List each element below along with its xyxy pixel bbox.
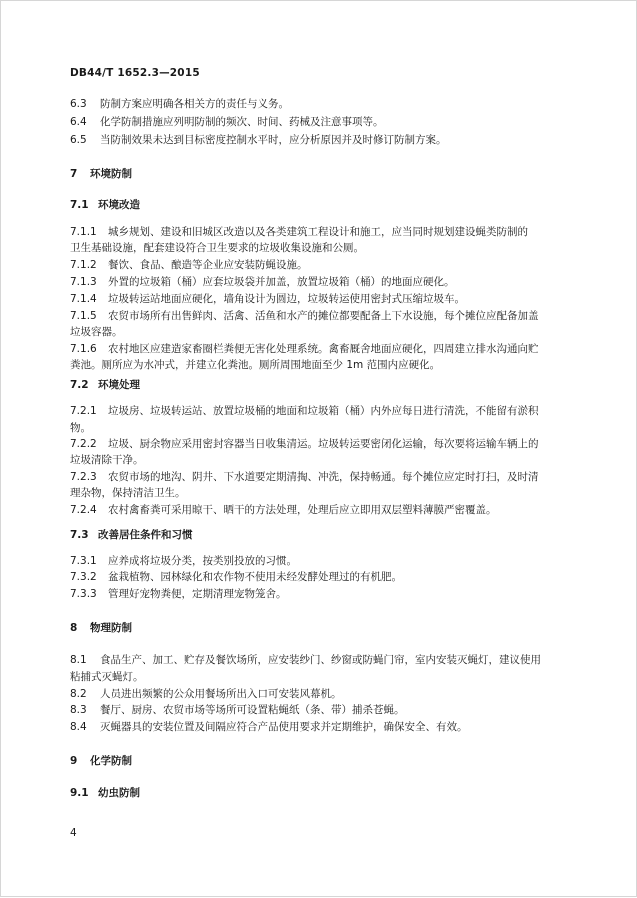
heading-7-3 — [70, 528, 193, 542]
clause-text: 卫生基础设施，配套建设符合卫生要求的垃圾收集设施和公厕。 — [70, 242, 364, 254]
clause-text: 垃圾容器。 — [70, 326, 123, 338]
clause-8-3 — [70, 703, 405, 717]
clause-text: 垃圾房、垃圾转运站、放置垃圾桶的地面和垃圾箱（桶）内外应每日进行清洗，不能留有淤积 — [108, 405, 539, 417]
clause-7-2-1 — [70, 404, 539, 418]
standard-code: DB44/T 1652.3—2015 — [70, 67, 200, 79]
clause-7-1-3 — [70, 275, 455, 289]
clause-number: 6.4 — [70, 116, 87, 128]
clause-7-1-1 — [70, 225, 528, 239]
heading-number: 7 — [70, 168, 78, 180]
clause-text: 当防制效果未达到目标密度控制水平时，应分析原因并及时修订防制方案。 — [100, 134, 447, 146]
heading-text: 环境改造 — [98, 199, 140, 211]
clause-text: 垃圾、厨余物应采用密封容器当日收集清运。垃圾转运要密闭化运输，每次要将运输车辆上的 — [108, 438, 539, 450]
heading-number: 7.1 — [70, 199, 89, 211]
heading-number: 8 — [70, 622, 78, 634]
clause-number: 6.5 — [70, 134, 87, 146]
clause-continuation — [70, 421, 91, 435]
clause-7-2-2 — [70, 437, 539, 451]
clause-text: 物。 — [70, 422, 91, 434]
clause-number: 7.3.2 — [70, 571, 97, 583]
clause-text: 粪池。厕所应为水冲式，并建立化粪池。厕所周围地面至少 1m 范围内应硬化。 — [70, 359, 441, 371]
clause-number: 7.1.6 — [70, 343, 97, 355]
clause-text: 人员进出频繁的公众用餐场所出入口可安装风幕机。 — [100, 688, 342, 700]
heading-number: 9.1 — [70, 787, 89, 799]
clause-text: 城乡规划、建设和旧城区改造以及各类建筑工程设计和施工，应当同时规划建设蝇类防制的 — [108, 226, 528, 238]
clause-continuation — [70, 670, 144, 684]
heading-7-2 — [70, 378, 140, 392]
clause-7-1-4 — [70, 292, 465, 306]
clause-number: 7.1.3 — [70, 276, 97, 288]
heading-text: 化学防制 — [90, 755, 132, 767]
clause-text: 理杂物，保持清洁卫生。 — [70, 487, 186, 499]
clause-8-4 — [70, 720, 468, 734]
clause-number: 7.3.1 — [70, 555, 97, 567]
heading-text: 环境防制 — [90, 168, 132, 180]
clause-text: 农贸市场的地沟、阴井、下水道要定期清掏、冲洗，保持畅通。每个摊位应定时打扫，及时清 — [108, 471, 539, 483]
clause-continuation — [70, 453, 144, 467]
clause-text: 化学防制措施应列明防制的频次、时间、药械及注意事项等。 — [100, 116, 384, 128]
clause-text: 外置的垃圾箱（桶）应套垃圾袋并加盖，放置垃圾箱（桶）的地面应硬化。 — [108, 276, 455, 288]
heading-text: 改善居住条件和习惯 — [98, 529, 193, 541]
clause-number: 8.3 — [70, 704, 87, 716]
document-page — [1, 1, 637, 898]
clause-continuation — [70, 358, 440, 372]
clause-continuation — [70, 486, 186, 500]
clause-8-2 — [70, 687, 342, 701]
clause-text: 防制方案应明确各相关方的责任与义务。 — [100, 98, 289, 110]
clause-7-1-2 — [70, 258, 308, 272]
heading-7 — [70, 167, 132, 181]
heading-text: 环境处理 — [98, 379, 140, 391]
clause-text: 餐饮、食品、酿造等企业应安装防蝇设施。 — [108, 259, 308, 271]
clause-6-5 — [70, 133, 447, 147]
clause-7-2-4 — [70, 503, 497, 517]
clause-number: 7.2.1 — [70, 405, 97, 417]
heading-8 — [70, 621, 132, 635]
heading-text: 幼虫防制 — [98, 787, 140, 799]
clause-text: 应养成将垃圾分类，按类别投放的习惯。 — [108, 555, 297, 567]
page-number: 4 — [70, 827, 77, 839]
heading-number: 9 — [70, 755, 78, 767]
clause-7-3-1 — [70, 554, 297, 568]
clause-number: 8.4 — [70, 721, 87, 733]
clause-text: 农村地区应建造家畜圈栏粪便无害化处理系统。禽畜厩舍地面应硬化，四周建立排水沟通向贮 — [108, 343, 539, 355]
clause-continuation — [70, 325, 123, 339]
clause-7-1-5 — [70, 309, 539, 323]
clause-8-1 — [70, 653, 541, 667]
clause-text: 食品生产、加工、贮存及餐饮场所，应安装纱门、纱窗或防蝇门帘，室内安装灭蝇灯，建议使用 — [100, 654, 541, 666]
clause-number: 7.1.5 — [70, 310, 97, 322]
clause-text: 管理好宠物粪便，定期清理宠物笼舍。 — [108, 588, 287, 600]
clause-7-2-3 — [70, 470, 539, 484]
heading-text: 物理防制 — [90, 622, 132, 634]
clause-number: 7.2.4 — [70, 504, 97, 516]
clause-7-3-3 — [70, 587, 287, 601]
clause-number: 7.1.2 — [70, 259, 97, 271]
heading-number: 7.3 — [70, 529, 89, 541]
clause-text: 灭蝇器具的安装位置及间隔应符合产品使用要求并定期维护，确保安全、有效。 — [100, 721, 468, 733]
clause-text: 盆栽植物、园林绿化和农作物不使用未经发酵处理过的有机肥。 — [108, 571, 402, 583]
clause-6-3 — [70, 97, 289, 111]
clause-number: 7.2.2 — [70, 438, 97, 450]
clause-text: 垃圾清除干净。 — [70, 454, 144, 466]
clause-number: 8.2 — [70, 688, 87, 700]
clause-text: 农村禽畜粪可采用晾干、晒干的方法处理，处理后应立即用双层塑料薄膜严密覆盖。 — [108, 504, 497, 516]
clause-text: 粘捕式灭蝇灯。 — [70, 671, 144, 683]
clause-text: 餐厅、厨房、农贸市场等场所可设置粘蝇纸（条、带）捕杀苍蝇。 — [100, 704, 405, 716]
heading-7-1 — [70, 198, 140, 212]
clause-text: 垃圾转运站地面应硬化，墙角设计为圆边，垃圾转运使用密封式压缩垃圾车。 — [108, 293, 465, 305]
clause-7-1-6 — [70, 342, 539, 356]
clause-text: 农贸市场所有出售鲜肉、活禽、活鱼和水产的摊位都要配备上下水设施，每个摊位应配备加盖 — [108, 310, 539, 322]
clause-number: 7.2.3 — [70, 471, 97, 483]
clause-number: 6.3 — [70, 98, 87, 110]
clause-continuation — [70, 241, 364, 255]
clause-number: 7.3.3 — [70, 588, 97, 600]
clause-7-3-2 — [70, 570, 402, 584]
clause-number: 7.1.4 — [70, 293, 97, 305]
clause-6-4 — [70, 115, 384, 129]
heading-9-1 — [70, 786, 140, 800]
clause-number: 7.1.1 — [70, 226, 97, 238]
clause-number: 8.1 — [70, 654, 87, 666]
heading-number: 7.2 — [70, 379, 89, 391]
heading-9 — [70, 754, 132, 768]
